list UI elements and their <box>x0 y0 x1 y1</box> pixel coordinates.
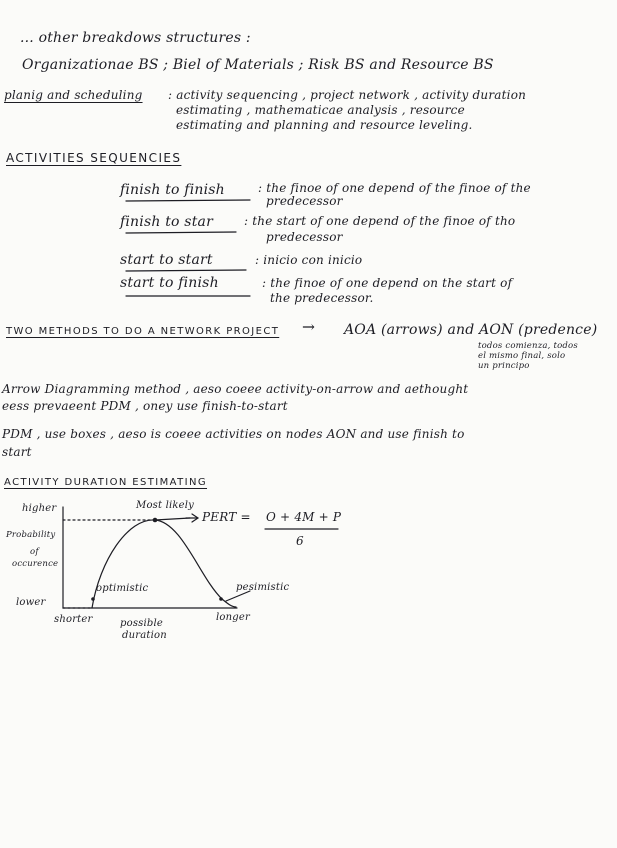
planning-label: planig and scheduling <box>4 88 143 102</box>
ss-definition: : inicio con inicio <box>255 253 363 267</box>
breakdown-intro: ... other breakdows structures : <box>20 30 251 46</box>
network-methods: AOA (arrows) and AON (predence) <box>344 322 598 338</box>
sf-definition-cont: the predecessor. <box>270 291 374 305</box>
aon-note-1: todos comienza, todos <box>478 341 578 351</box>
pert-denominator: 6 <box>296 534 304 548</box>
most-likely-point <box>153 518 158 523</box>
breakdown-list: Organizationae BS ; Biel of Materials ; Risk BS and Resource BS <box>22 57 494 73</box>
planning-text-2: estimating , mathematicae analysis , resource <box>176 103 465 117</box>
ff-definition-cont: predecessor <box>266 194 343 208</box>
pessimistic-label: pesimistic <box>236 582 290 593</box>
sequencing-heading: ACTIVITIES SEQUENCIES <box>6 151 182 165</box>
pert-numerator: O + 4M + P <box>266 510 342 524</box>
optimistic-point <box>91 597 95 601</box>
network-heading: TWO METHODS TO DO A NETWORK PROJECT <box>6 326 280 337</box>
planning-text-1: : activity sequencing , project network , activity duration <box>168 88 527 102</box>
most-likely-label: Most likely <box>136 500 195 511</box>
ff-term: finish to finish <box>120 182 225 198</box>
network-arrow: → <box>302 318 316 336</box>
y-axis-label-3: occurence <box>12 559 59 569</box>
pdm-line-1: PDM , use boxes , aeso is coeee activities on nodes AON and use finish to <box>2 427 465 441</box>
y-axis-higher: higher <box>22 503 57 514</box>
fs-term: finish to star <box>120 214 213 230</box>
optimistic-label: optimistic <box>96 583 149 594</box>
sf-term: start to finish <box>120 275 219 291</box>
x-axis-longer: longer <box>216 612 250 623</box>
possible-duration-1: possible <box>120 618 164 629</box>
duration-heading: ACTIVITY DURATION ESTIMATING <box>4 477 208 488</box>
planning-text-3: estimating and planning and resource leveling. <box>176 118 473 132</box>
possible-duration-2: duration <box>122 630 167 641</box>
aon-note-2: el mismo final, solo <box>478 351 566 361</box>
ss-underline <box>126 270 246 271</box>
fs-underline <box>126 232 236 233</box>
adm-line-1: Arrow Diagramming method , aeso coeee activity-on-arrow and aethought <box>2 382 469 396</box>
sf-definition: : the finoe of one depend on the start of <box>262 276 513 290</box>
distribution-curve <box>92 520 236 608</box>
aon-note-3: un principo <box>478 361 530 371</box>
fs-definition-cont: predecessor <box>266 230 343 244</box>
adm-line-2: eess prevaeent PDM , oney use finish-to-start <box>2 399 288 413</box>
y-axis-label-1: Probability <box>6 530 56 540</box>
pert-leader <box>155 518 190 520</box>
pessimistic-point <box>219 597 223 601</box>
x-axis-shorter: shorter <box>54 614 93 625</box>
ss-term: start to start <box>120 252 213 268</box>
pert-label: PERT = <box>202 510 251 524</box>
y-axis-label-2: of <box>30 547 39 557</box>
ff-definition: : the finoe of one depend of the finoe of the <box>258 181 531 195</box>
y-axis-lower: lower <box>16 597 46 608</box>
fs-definition: : the start of one depend of the finoe of tho <box>244 214 516 228</box>
pdm-line-2: start <box>2 445 32 459</box>
ff-underline <box>126 200 250 201</box>
